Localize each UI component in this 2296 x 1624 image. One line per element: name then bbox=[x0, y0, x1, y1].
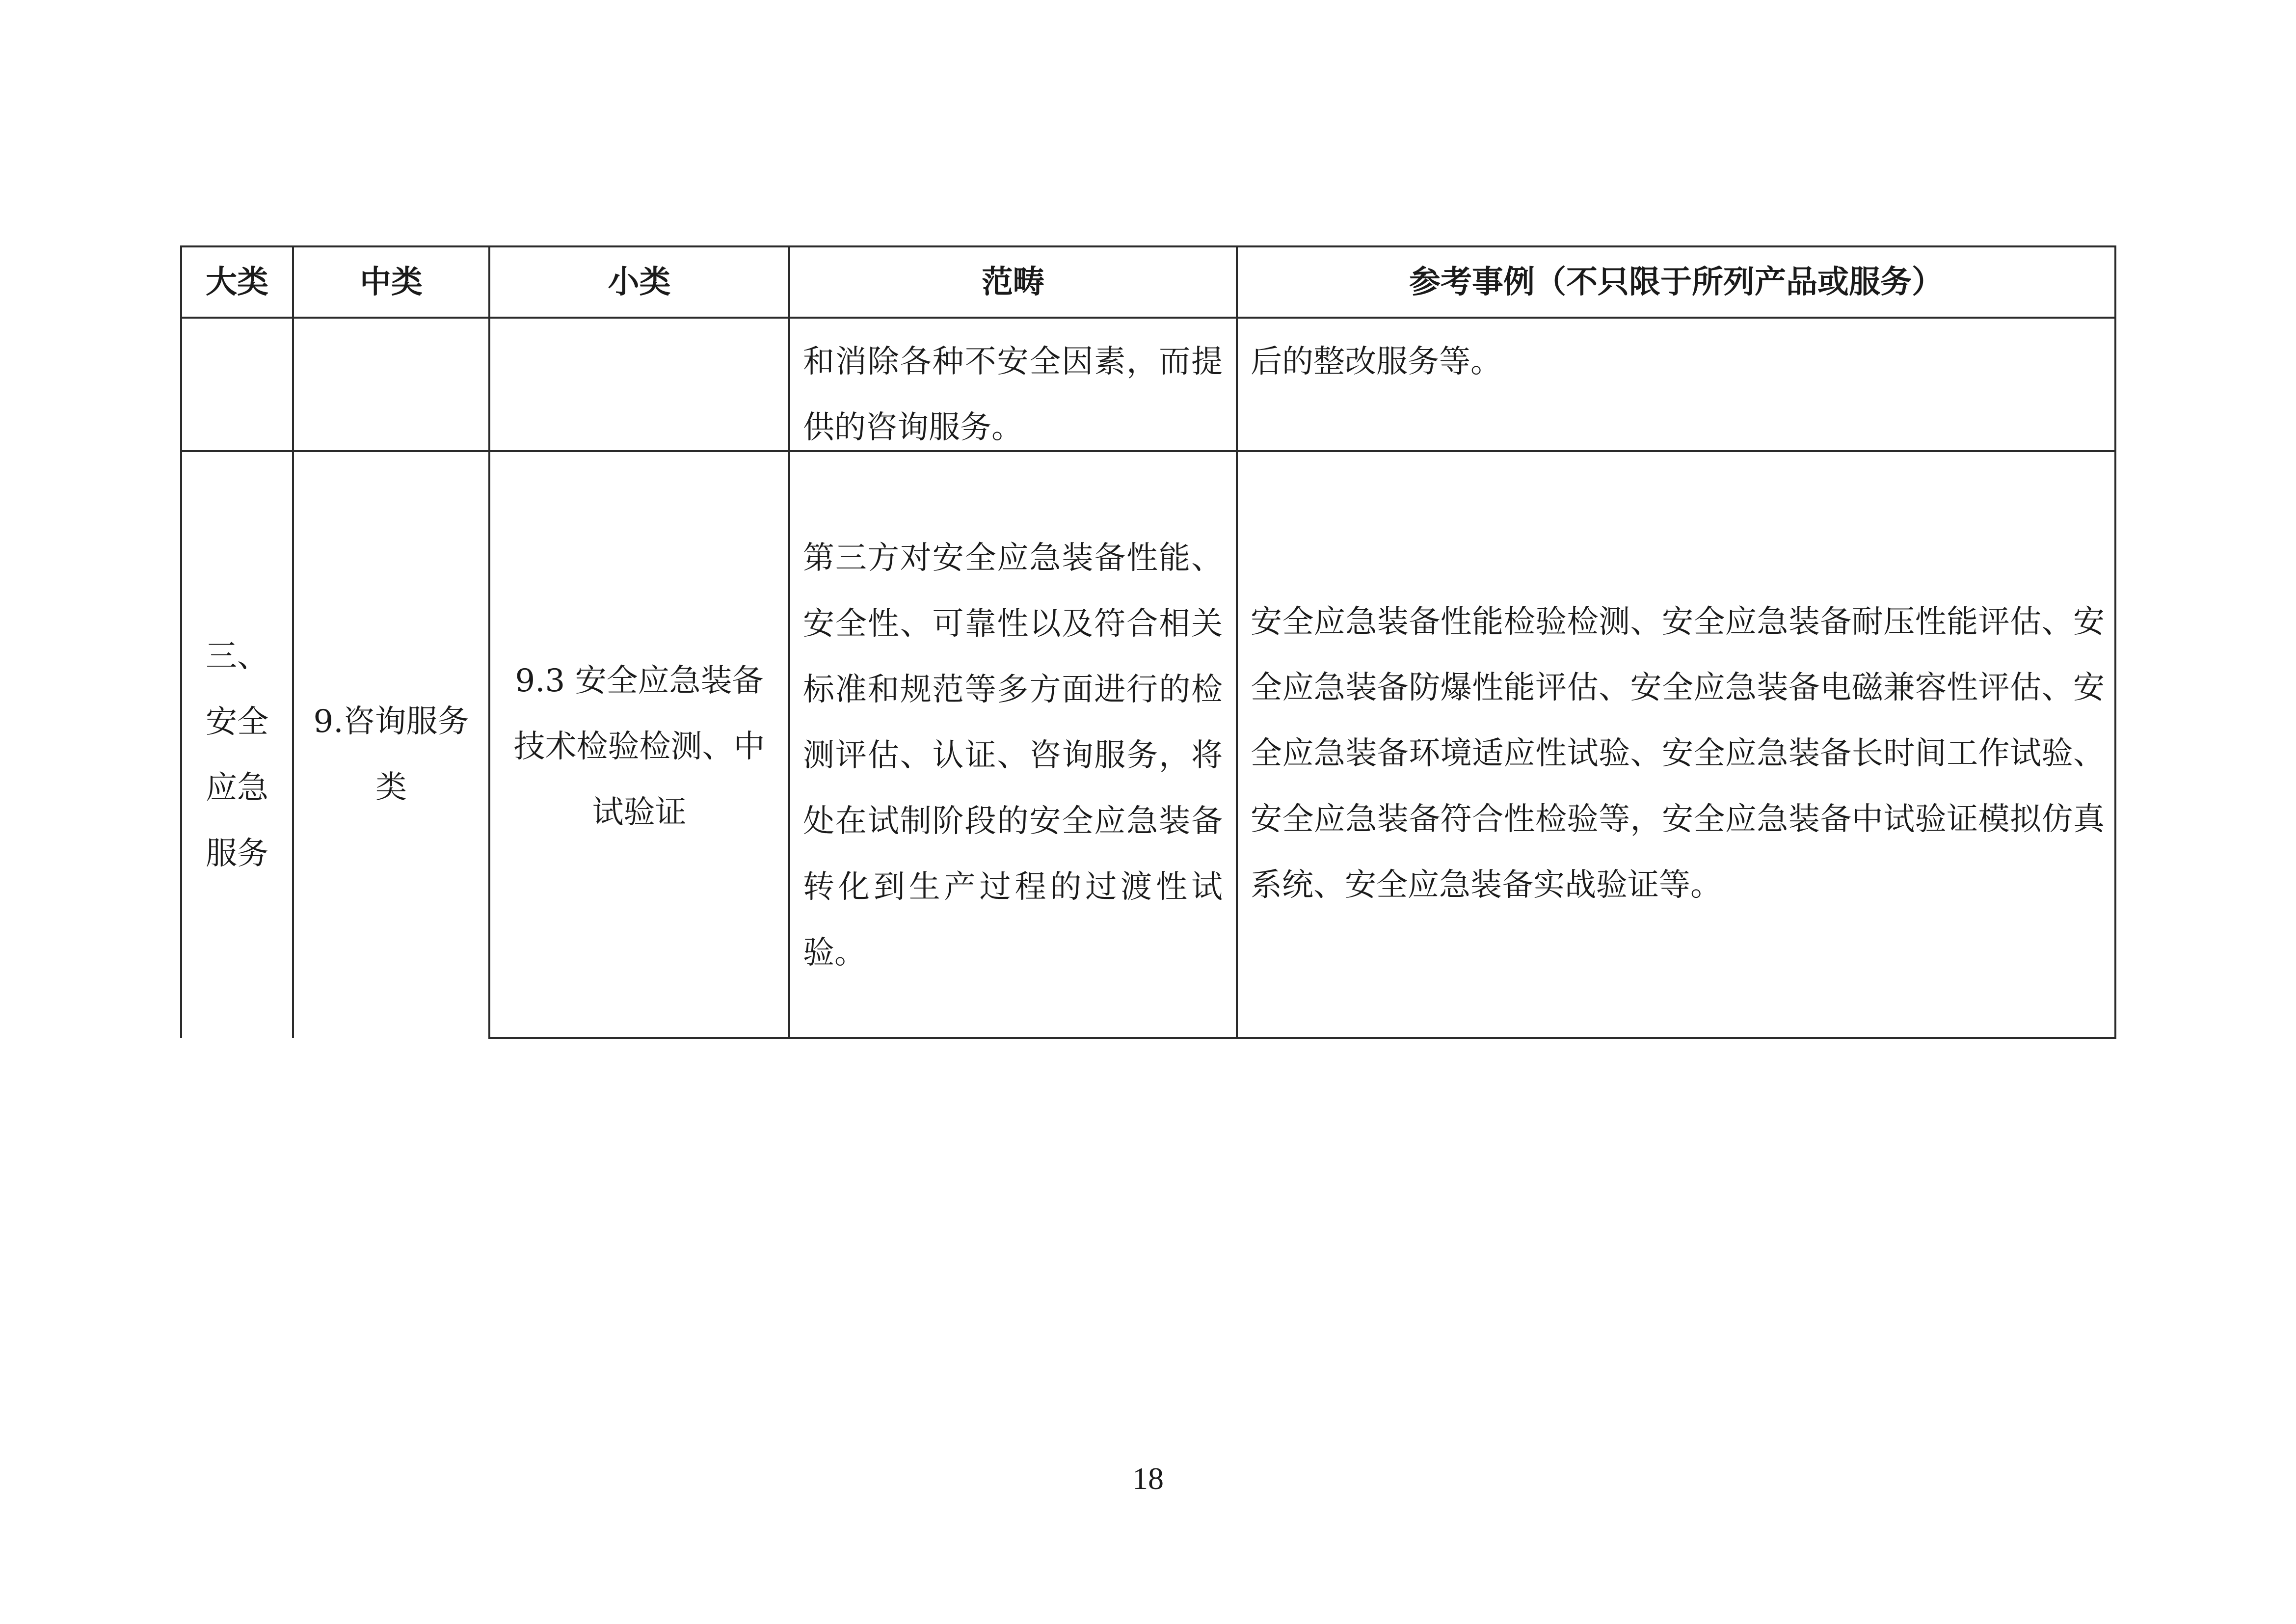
table-bottom-border bbox=[488, 1037, 2116, 1039]
header-sub-category: 小类 bbox=[608, 264, 671, 300]
major-category-cell: 三、 安全 应急 服务 bbox=[206, 638, 268, 872]
col-border-right bbox=[2114, 245, 2116, 1039]
col-border-major-mid bbox=[292, 245, 294, 1038]
table-top-border bbox=[180, 245, 2116, 247]
scope-cell: 第三方对安全应急装备性能、安全性、可靠性以及符合相关标准和规范等多方面进行的检测评估、认证、咨询服务，将处在试制阶段的安全应急装备转化到生产过程的过渡性试验。 bbox=[803, 540, 1223, 971]
header-scope: 范畴 bbox=[982, 264, 1044, 300]
col-border-sub-scope bbox=[788, 245, 790, 1039]
col-border-scope-examples bbox=[1236, 245, 1238, 1039]
header-examples: 参考事例（不只限于所列产品或服务） bbox=[1409, 264, 1943, 300]
header-bottom-border bbox=[180, 317, 2116, 319]
continuation-examples: 后的整改服务等。 bbox=[1251, 344, 1502, 380]
page-number: 18 bbox=[1132, 1461, 1164, 1496]
header-major-category: 大类 bbox=[206, 264, 268, 300]
sub-category-cell: 9.3 安全应急装备 技术检验检测、中 试验证 bbox=[513, 663, 765, 831]
header-mid-category: 中类 bbox=[360, 264, 423, 300]
continuation-scope: 和消除各种不安全因素，而提供的咨询服务。 bbox=[803, 344, 1223, 446]
mid-category-cell: 9.咨询服务 类 bbox=[313, 704, 469, 806]
col-border-mid-sub bbox=[488, 245, 490, 1039]
examples-cell: 安全应急装备性能检验检测、安全应急装备耐压性能评估、安全应急装备防爆性能评估、安全应急装备电磁兼容性评估、安全应急装备环境适应性试验、安全应急装备长时间工作试验、安全应急装备符合性检验等，安全应急装备中试验证模拟仿真系统、安全应急装备实战验证等。 bbox=[1251, 604, 2105, 903]
